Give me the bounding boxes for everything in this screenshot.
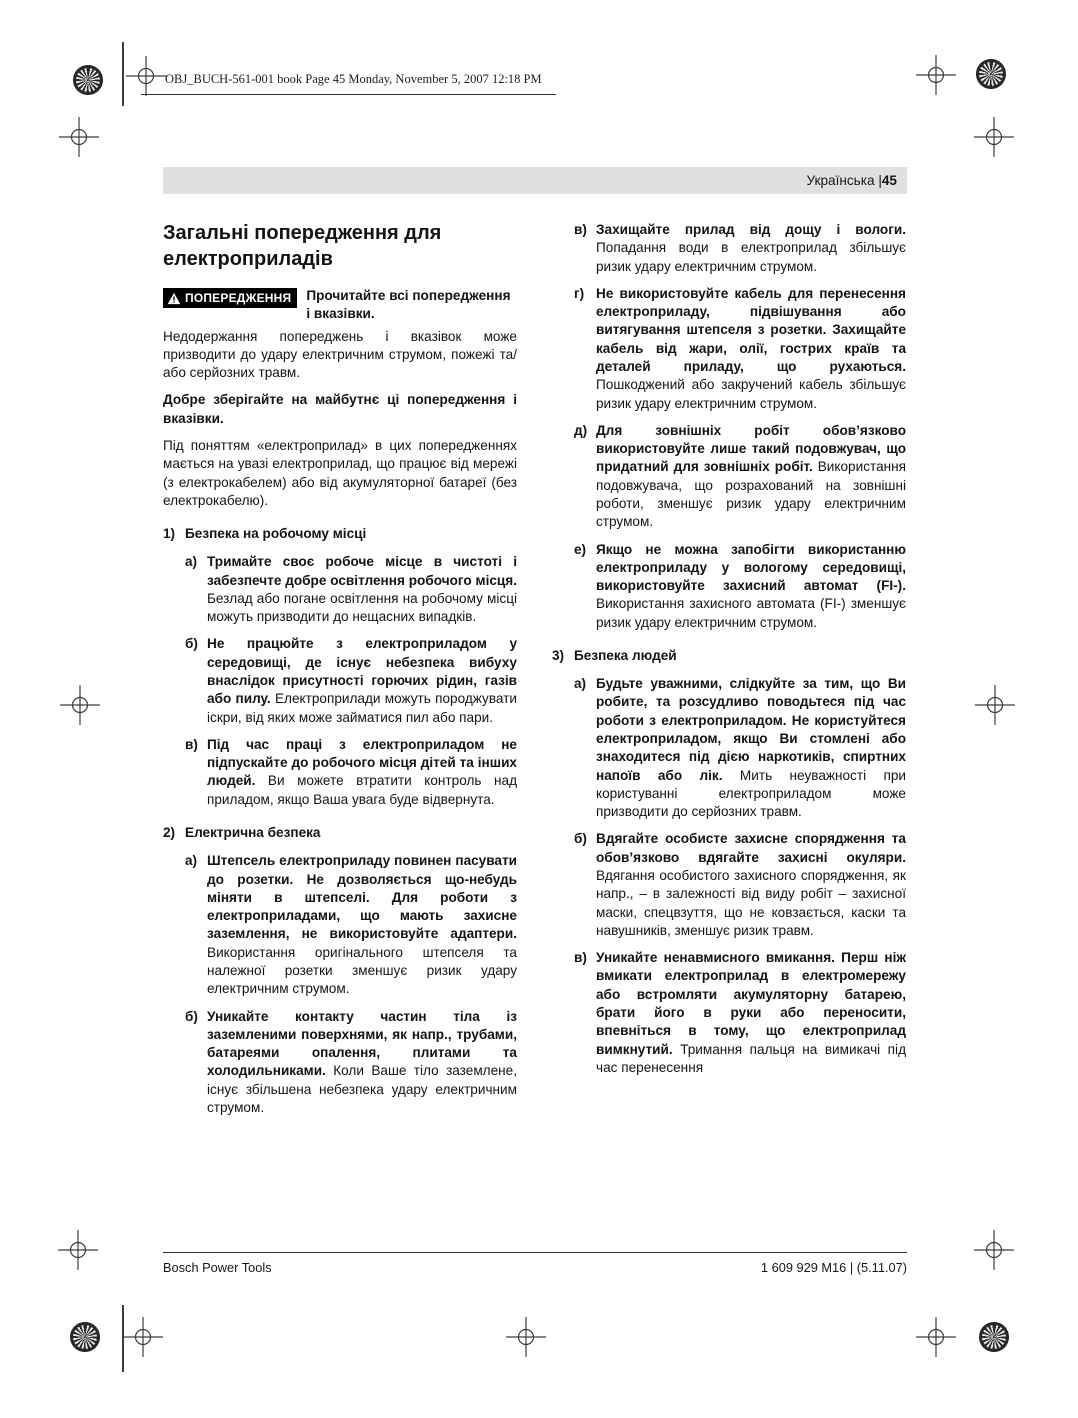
item-text xyxy=(596,285,906,413)
item-normal-text: Мить неуважності при користуванні електроприладом може призводити до серйозних травм. xyxy=(596,767,906,820)
item-text xyxy=(596,949,906,1077)
warning-triangle-icon xyxy=(167,292,181,305)
section-heading xyxy=(163,525,517,543)
item-label: б) xyxy=(574,831,587,847)
item-text xyxy=(596,541,906,632)
section-title: Безпека на робочому місці xyxy=(185,526,367,542)
print-header xyxy=(141,72,556,95)
item-text xyxy=(207,736,517,809)
item-normal-text: Використання оригінального штепселя та належної розетки зменшує ризик удару електричним струмом. xyxy=(207,944,517,997)
registration-cross-icon xyxy=(59,117,99,157)
item-normal-text: Ви можете втратити контроль над приладом, якщо Ваша увага буде відвернута. xyxy=(207,773,518,807)
item-label: д) xyxy=(574,422,588,438)
keep-instructions-paragraph: Добре зберігайте на майбутнє ці попередження і вказівки. xyxy=(163,392,517,426)
list-item xyxy=(574,949,906,1077)
page-footer xyxy=(163,1252,907,1275)
registration-cross-icon xyxy=(506,1317,546,1357)
definition-paragraph: Під поняттям «електроприлад» в цих попередженнях мається на увазі електроприлад, що працює від мережі (з електрокабелем) або від акумуляторної батареї (без електрокабелю). xyxy=(163,437,517,508)
item-label: а) xyxy=(574,676,587,692)
section-items xyxy=(574,221,906,632)
registration-cross-icon xyxy=(60,685,100,725)
warning-block xyxy=(163,287,517,322)
page-number: 45 xyxy=(881,173,897,188)
list-item xyxy=(574,675,906,821)
registration-cross-icon xyxy=(58,1230,98,1270)
item-label: в) xyxy=(574,222,587,237)
page-language-bar xyxy=(163,167,907,194)
left-column xyxy=(163,221,517,1126)
crop-mark-line xyxy=(122,42,124,106)
section-title: Електрична безпека xyxy=(185,825,321,840)
item-bold-text: Не працюйте з електроприладом у середовищі, де існує небезпека вибуху внаслідок присутності горючих рідин, газів або пилу. xyxy=(207,636,517,707)
warning-lead-text: Прочитайте всі попередження і вказівки. xyxy=(306,288,511,321)
language-label: Українська | xyxy=(806,173,882,188)
item-label: б) xyxy=(185,636,198,652)
page-title: Загальні попередження для електроприладів xyxy=(163,222,442,270)
warning-note-paragraph: Недодержання попереджень і вказівок може призводити до удару електричним струмом, пожежі та/або серйозних травм. xyxy=(163,328,517,381)
list-item xyxy=(185,852,517,998)
item-normal-text: Тримання пальця на вимикачі під час перенесення xyxy=(596,1041,906,1075)
crop-mark-bullseye xyxy=(976,59,1006,89)
section-number: 2) xyxy=(163,825,176,840)
item-label: в) xyxy=(185,736,198,752)
item-normal-text: Пошкоджений або закручений кабель збільшує ризик удару електричним струмом. xyxy=(596,377,906,411)
crop-mark-bullseye xyxy=(979,1322,1009,1352)
section-items xyxy=(574,675,906,1077)
section-heading xyxy=(552,647,906,665)
list-item xyxy=(185,1008,517,1118)
item-text xyxy=(596,675,906,821)
item-normal-text: Електроприлади можуть породжувати іскри, від яких може займатися пил або пари. xyxy=(207,691,517,725)
registration-cross-icon xyxy=(916,55,956,95)
item-bold-text: Уникайте контакту частин тіла із заземленими поверхнями, як напр., трубами, батареями опалення, плитами та холодильниками. xyxy=(207,1008,517,1079)
item-label: в) xyxy=(574,950,587,966)
crop-mark-line xyxy=(122,1305,124,1372)
registration-cross-icon xyxy=(916,1317,956,1357)
item-text xyxy=(207,852,517,998)
list-item xyxy=(185,736,517,809)
registration-cross-icon xyxy=(123,1317,163,1357)
item-bold-text: Тримайте своє робоче місце в чистоті і забезпечте добре освітлення робочого місця. xyxy=(207,554,517,588)
item-label: б) xyxy=(185,1008,198,1024)
warning-badge xyxy=(163,288,297,308)
item-text xyxy=(207,1008,517,1118)
item-bold-text: Штепсель електроприладу повинен пасувати до розетки. Не дозволяється що-небудь міняти в штепселі. Для роботи з електроприладами, що мають захисне заземлення, не використовуйте адаптери. xyxy=(207,853,517,942)
section-items xyxy=(185,553,517,809)
section-heading xyxy=(163,824,517,842)
section-number: 3) xyxy=(552,647,565,663)
footer-doc-number: 1 609 929 M16 | (5.11.07) xyxy=(760,1260,907,1275)
item-bold-text: Під час праці з електроприладом не підпускайте до робочого місця дітей та інших людей. xyxy=(207,736,517,789)
item-label: г) xyxy=(574,285,585,301)
item-bold-text: Уникайте ненавмисного вмикання. Перш ніж вмикати електроприлад в електромережу або встромляти акумуляторну батарею, брати його в руки або переносити, впевніться в тому, що електроприлад вимкнутий. xyxy=(596,950,906,1057)
right-column xyxy=(552,221,906,1126)
item-normal-text: Вдягання особистого захисного спорядження, як напр., – в залежності від виду робіт – захисної маски, спецвзуття, що не ковзається, каски та навушників, зменшує ризик травм. xyxy=(596,868,906,938)
registration-cross-icon xyxy=(974,117,1014,157)
item-bold-text: Не використовуйте кабель для перенесення електроприладу, підвішування або витягування штепселя з розетки. Захищайте кабель від жари, олії, гострих країв та деталей приладу, що рухаються. xyxy=(596,285,906,374)
item-label: а) xyxy=(185,853,198,869)
item-text xyxy=(207,635,517,726)
list-item xyxy=(574,541,906,632)
registration-cross-icon xyxy=(974,1230,1014,1270)
item-bold-text: Захищайте прилад від дощу і вологи. xyxy=(596,222,906,237)
crop-mark-bullseye xyxy=(70,1322,100,1352)
footer-brand: Bosch Power Tools xyxy=(163,1260,272,1275)
item-text xyxy=(596,422,906,532)
item-bold-text: Вдягайте особисте захисне спорядження та обов’язково вдягайте захисні окуляри. xyxy=(596,831,906,865)
list-item xyxy=(574,285,906,413)
list-item xyxy=(574,221,906,276)
item-text xyxy=(207,553,517,626)
item-normal-text: Використання подовжувача, що розрахований на зовнішні роботи, зменшує ризик удару електричним струмом. xyxy=(596,459,906,530)
item-normal-text: Безлад або погане освітлення на робочому місці можуть призводити до нещасних випадків. xyxy=(207,590,517,625)
item-label: а) xyxy=(185,554,198,570)
document-body xyxy=(163,221,907,1126)
item-label: е) xyxy=(574,541,587,557)
list-item xyxy=(574,422,906,532)
item-text xyxy=(596,221,906,276)
list-item xyxy=(185,635,517,726)
item-normal-text: Попадання води в електроприлад збільшує ризик удару електричним струмом. xyxy=(596,240,906,274)
section-items xyxy=(185,852,517,1117)
item-text xyxy=(596,830,906,940)
print-file-info: OBJ_BUCH-561-001 book Page 45 Monday, November 5, 2007 12:18 PM xyxy=(165,72,542,86)
registration-cross-icon xyxy=(975,685,1015,725)
item-normal-text: Коли Ваше тіло заземлене, існує збільшена небезпека удару електричним струмом. xyxy=(207,1063,518,1115)
section-title: Безпека людей xyxy=(574,647,677,663)
item-bold-text: Якщо не можна запобігти використанню електроприладу у вологому середовищі, використовуйте захисний автомат (FI-). xyxy=(596,541,906,594)
list-item xyxy=(185,553,517,626)
item-normal-text: Використання захисного автомата (FI-) зменшує ризик удару електричним струмом. xyxy=(596,596,906,630)
item-bold-text: Будьте уважними, слідкуйте за тим, що Ви робите, та розсудливо поводьтеся під час роботи з електроприладом. Не користуйтеся електроприладом, якщо Ви стомлені або знаходитеся під дією наркотиків, спиртних напоїв або лік. xyxy=(596,676,906,783)
section-number: 1) xyxy=(163,526,176,542)
warning-label: ПОПЕРЕДЖЕННЯ xyxy=(185,291,292,306)
item-bold-text: Для зовнішніх робіт обов’язково використовуйте лише такий подовжувач, що придатний для зовнішніх робіт. xyxy=(596,422,906,475)
list-item xyxy=(574,830,906,940)
crop-mark-bullseye xyxy=(73,65,103,95)
